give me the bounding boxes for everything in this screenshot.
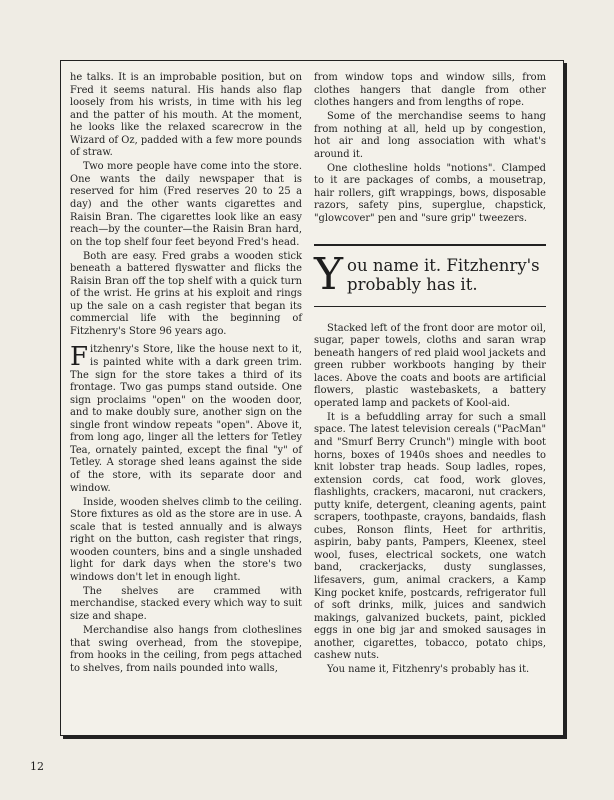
- paragraph: he talks. It is an improbable position, but on Fred it seems natural. His hands also flap loosely from his wrists, in time with his leg and the patter of his mouth. At the moment, he looks like the relaxed scarecrow in the Wizard of Oz, padded with a few more pounds of straw.: [70, 72, 302, 159]
- paragraph: Inside, wooden shelves climb to the ceiling. Store fixtures as old as the store are in use. A scale that is tested annually and is always right on the button, cash register that rings, wooden counters, bins and a single unshaded light for dark days when the store's two windows don't let in enough light.: [70, 496, 302, 583]
- pull-quote-text: ou name it. Fitzhenry's probably has it.: [347, 255, 540, 294]
- pull-quote-initial: Y: [314, 248, 344, 300]
- paragraph: One clothesline holds "notions". Clamped to it are packages of combs, a mousetrap, hair rollers, gift wrappings, bows, disposable razors, safety pins, superglue, chapstick, "glowcover" pen and "sure grip" tweezers.: [314, 162, 546, 225]
- paragraph: It is a befuddling array for such a small space. The latest television cereals ("PacMan" and "Smurf Berry Crunch") mingle with boot horns, boxes of 1940s shoes and needles to knit lobster trap heads. Soup ladles, ropes, extension cords, cat food, work gloves, flashlights, crackers, macaroni, nut crackers, putty knife, detergent, cleaning agents, paint scrapers, toothpaste, crayons, bandaids, flash cubes, Ronson flints, Heet for arthritis, aspirin, baby pants, Pampers, Kleenex, steel wool, fuses, electrical sockets, one watch band, crackerjacks, dusty sunglasses, lifesavers, gum, animal crackers, a Kamp King pocket knife, postcards, refrigerator full of soft drinks, milk, juices and sandwich makings, galvanized buckets, paint, pickled eggs in one big jar and smoked sausages in another, cigarettes, tobacco, potato chips, cashew nuts.: [314, 411, 546, 662]
- paragraph: Both are easy. Fred grabs a wooden stick beneath a battered flyswatter and flicks the Raisin Bran off the top shelf with a quick turn of the wrist. He grins at his exploit and rings up the sale on a cash register that began its commercial life with the beginning of Fitzhenry's Store 96 years ago.: [70, 250, 302, 337]
- paragraph: Merchandise also hangs from clotheslines that swing overhead, from the stovepipe, from hooks in the ceiling, from pegs attached to shelves, from nails pounded into walls,: [70, 625, 302, 674]
- page-number: 12: [30, 760, 44, 773]
- pull-quote: [314, 244, 546, 307]
- paragraph: The shelves are crammed with merchandise, stacked every which way to suit size and shape.: [70, 585, 302, 622]
- paragraph: Some of the merchandise seems to hang from nothing at all, held up by congestion, hot air and long association with what's around it.: [314, 111, 546, 160]
- drop-cap: F: [70, 342, 89, 373]
- paragraph: You name it, Fitzhenry's probably has it.: [327, 664, 530, 676]
- paragraph-dropcap: [70, 344, 302, 495]
- paragraph: from window tops and window sills, from clothes hangers that dangle from other clothes hangers and from lengths of rope.: [314, 72, 546, 109]
- left-column: [70, 72, 302, 677]
- paragraph: Two more people have come into the store. One wants the daily newspaper that is reserved for him (Fred reserves 20 to 25 a day) and the other wants cigarettes and Raisin Bran. The cigarettes look like an easy reach—by the counter—the Raisin Bran hard, on the top shelf four feet beyond Fred's head.: [70, 161, 302, 248]
- paragraph: Stacked left of the front door are motor oil, sugar, paper towels, cloths and saran wrap beneath hangers of red plaid wool jackets and green rubber workboots hanging by their laces. Above the coats and boots are artificial flowers, plastic wastebaskets, a battery operated lamp and packets of Kool-aid.: [314, 322, 546, 409]
- paragraph-text: itzhenry's Store, like the house next to it, is painted white with a dark green trim. The sign for the store takes a third of its frontage. Two gas pumps stand outside. One sign proclaims "open" on the wooden door, and to make doubly sure, another sign on the single front window repeats "open". Above it, from long ago, linger all the letters for Tetley Tea, ornately painted, except the final "y" of Tetley. A storage shed leans against the side of the store, with its separate door and window.: [70, 344, 302, 494]
- right-column: [314, 72, 546, 678]
